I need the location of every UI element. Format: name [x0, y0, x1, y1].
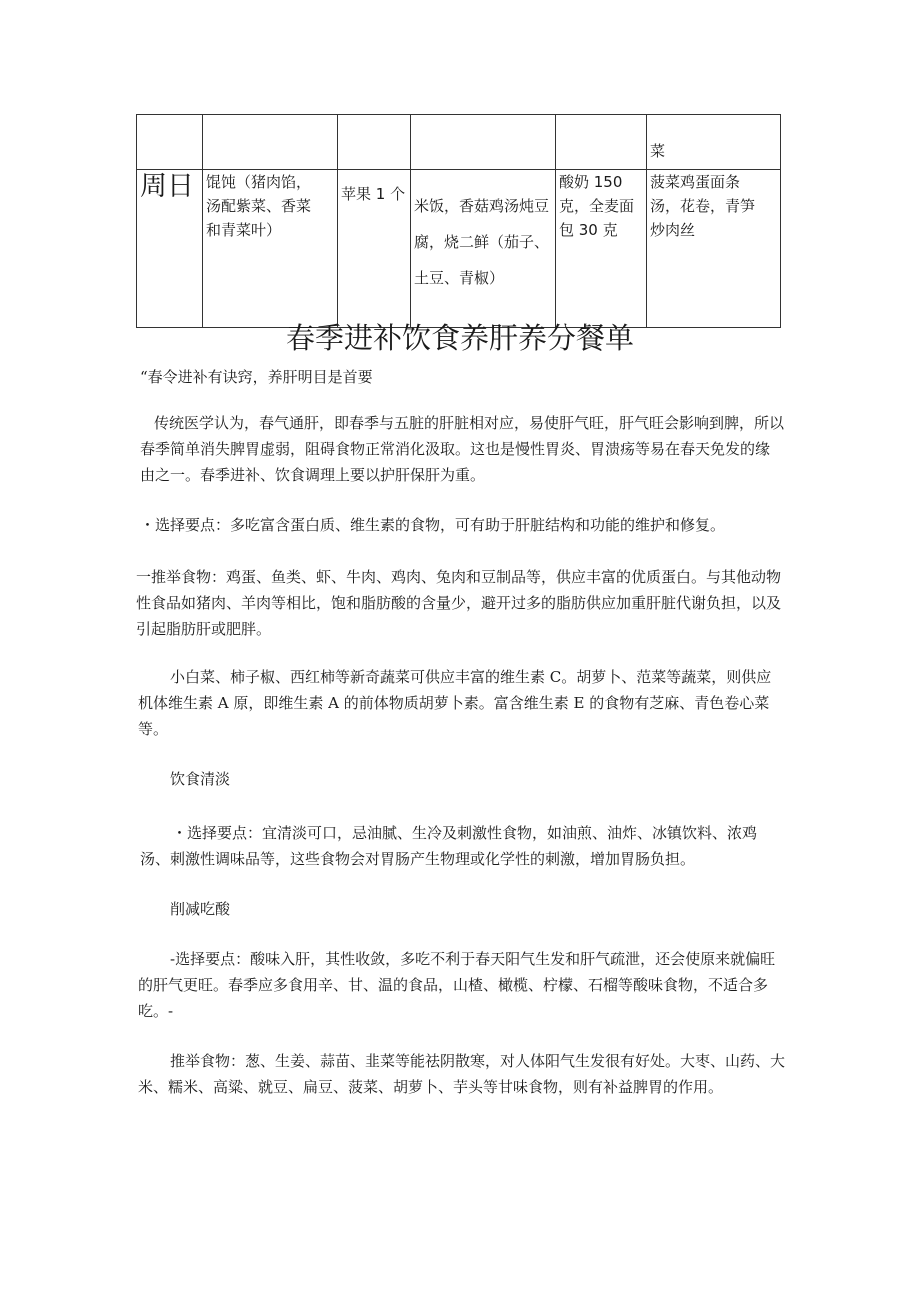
page-title: 春季进补饮食养肝养分餐单	[285, 321, 634, 355]
snack2-cell	[556, 170, 647, 328]
cell-line: 炒肉丝	[650, 221, 696, 239]
paragraph-recommended-sweet: 推举食物：葱、生姜、蒜苗、韭菜等能祛阴散寒，对人体阳气生发很有好处。大枣、山药、大米、糯米、高粱、就豆、扁豆、菠菜、胡萝卜、芋头等甘味食物，则有补益脾胃的作用。	[138, 1052, 786, 1096]
cell-line: 腐，烧二鲜（茄子、	[414, 233, 550, 251]
table-row	[137, 170, 781, 328]
table-row	[137, 115, 781, 170]
paragraph-selection-protein: ・选择要点：多吃富含蛋白质、维生素的食物，可有助于肝脏结构和功能的维护和修复。	[140, 516, 726, 534]
paragraph-vitamins: 小白菜、柿子椒、西红柿等新奇蔬菜可供应丰富的维生素 C。胡萝卜、范菜等蔬菜，则供应机体维生素 A 原，即维生素 A 的前体物质胡萝卜素。富含维生素 E 的食物有芝麻、青色卷心菜等。	[138, 668, 772, 738]
cell-line: 和青菜叶）	[206, 221, 282, 239]
day-cell	[137, 170, 203, 328]
cell-line: 菠菜鸡蛋面条	[650, 173, 741, 191]
table-cell	[137, 115, 203, 170]
table-cell	[338, 115, 411, 170]
heading-light-diet: 饮食清淡	[170, 770, 231, 788]
cell-line: 汤，花卷，青笋	[650, 197, 756, 215]
table-cell	[556, 115, 647, 170]
intro-line: “春令进补有诀窍，养肝明目是首要	[140, 368, 373, 386]
table-cell	[203, 115, 338, 170]
cell-line: 包 30 克	[559, 221, 618, 239]
table-cell	[411, 115, 556, 170]
cell-line: 米饭，香菇鸡汤炖豆	[414, 197, 550, 215]
cell-line: 克，全麦面	[559, 197, 635, 215]
paragraph-liver-theory: 传统医学认为，春气通肝，即春季与五脏的肝脏相对应，易使肝气旺，肝气旺会影响到脾，所以春季简单消失脾胃虚弱，阻碍食物正常消化汲取。这也是慢性胃炎、胃溃疡等易在春天免发的缘由之一。春季进补、饮食调理上要以护肝保肝为重。	[140, 414, 785, 484]
cell-line: 馄饨（猪肉馅，	[206, 173, 312, 191]
lunch-cell	[411, 170, 556, 328]
paragraph-recommended-protein: 一推举食物：鸡蛋、鱼类、虾、牛肉、鸡肉、兔肉和豆制品等，供应丰富的优质蛋白。与其他动物性食品如猪肉、羊肉等相比，饱和脂肪酸的含量少，避开过多的脂肪供应加重肝脏代谢负担，以及引起脂肪肝或肥胖。	[136, 568, 782, 638]
cell-line: 汤配紫菜、香菜	[206, 197, 312, 215]
table-cell: 菜	[647, 115, 781, 170]
breakfast-cell	[203, 170, 338, 328]
cell-line: 苹果 1 个	[341, 185, 406, 203]
paragraph-reduce-sour: -选择要点：酸味入肝，其性收敛，多吃不利于春天阳气生发和肝气疏泄，还会使原来就偏旺的肝气更旺。春季应多食用辛、甘、温的食品，山楂、橄榄、柠檬、石榴等酸味食物，不适合多吃。-	[138, 950, 776, 1020]
cell-line: 土豆、青椒）	[414, 269, 505, 287]
paragraph-light-diet: ・选择要点：宜清淡可口，忌油腻、生冷及刺激性食物，如油煎、油炸、冰镇饮料、浓鸡汤、刺激性调味品等，这些食物会对胃肠产生物理或化学性的刺激，增加胃肠负担。	[140, 824, 758, 868]
day-label: 周日	[140, 171, 194, 202]
dinner-cell	[647, 170, 781, 328]
meal-table	[136, 114, 781, 328]
heading-reduce-sour: 削减吃酸	[170, 900, 231, 918]
cell-line: 酸奶 150	[559, 173, 623, 191]
snack1-cell	[338, 170, 411, 328]
